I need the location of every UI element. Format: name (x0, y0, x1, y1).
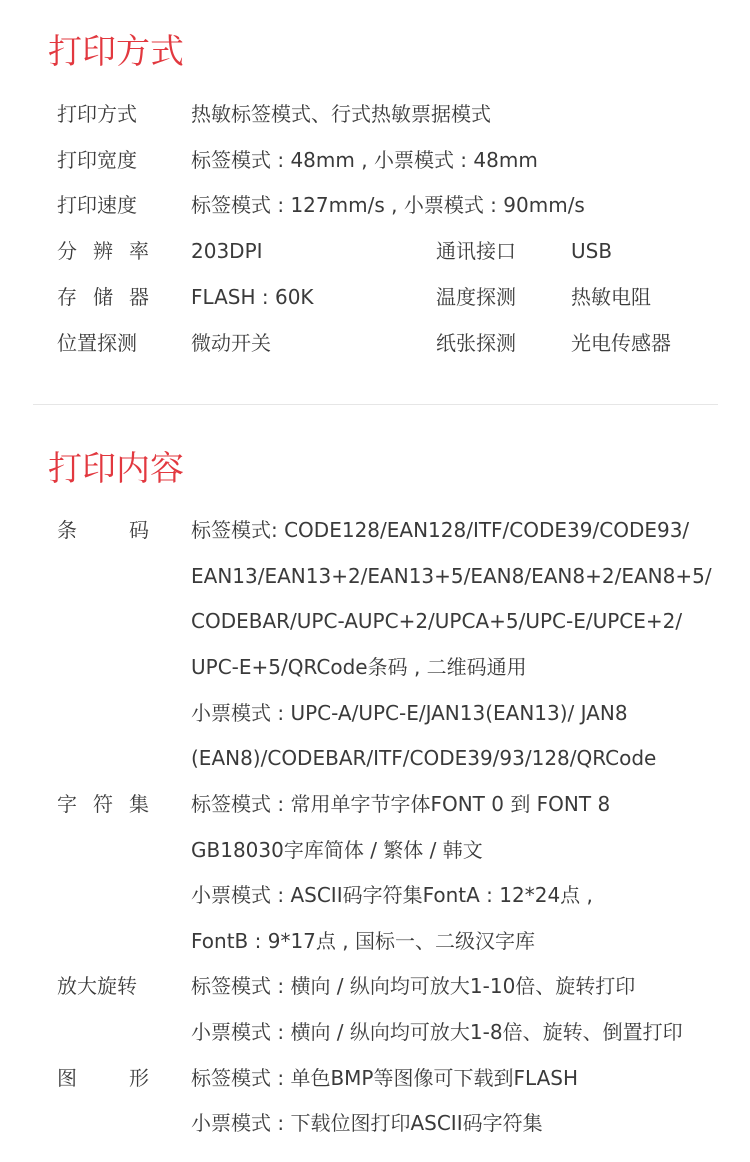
barcode-line: UPC-E+5/QRCode条码 , 二维码通用 (191, 655, 527, 679)
graphics-line: 小票模式 : 下载位图打印ASCII码字符集 (191, 1111, 543, 1135)
spec-label: 打印宽度 (57, 148, 137, 172)
spec-row-print-speed (0, 182, 750, 228)
spec-value: 203DPI (191, 239, 263, 263)
scale-rotate-line: 标签模式 : 横向 / 纵向均可放大1-10倍、旋转打印 (191, 974, 636, 998)
spec-label-scale-rotate: 放大旋转 (57, 974, 137, 998)
print-content-title: 打印内容 (48, 449, 184, 489)
spec-label-barcode: 条 码 (57, 518, 149, 542)
spec-row-print-method (0, 91, 750, 137)
spec-label-charset: 字 符 集 (57, 792, 149, 816)
charset-line: FontB : 9*17点 , 国标一、二级汉字库 (191, 929, 535, 953)
spec-label: 打印速度 (57, 193, 137, 217)
spec-label: 打印方式 (57, 102, 137, 126)
spec-label: 纸张探测 (436, 331, 516, 355)
barcode-line: (EAN8)/CODEBAR/ITF/CODE39/93/128/QRCode (191, 746, 657, 770)
barcode-line: 标签模式: CODE128/EAN128/ITF/CODE39/CODE93/ (191, 518, 690, 542)
graphics-line: 标签模式 : 单色BMP等图像可下载到FLASH (191, 1066, 579, 1090)
scale-rotate-line: 小票模式 : 横向 / 纵向均可放大1-8倍、旋转、倒置打印 (191, 1020, 683, 1044)
spec-value: 标签模式 : 48mm , 小票模式 : 48mm (191, 148, 538, 172)
spec-row-storage (0, 274, 750, 320)
barcode-line: CODEBAR/UPC-AUPC+2/UPCA+5/UPC-E/UPCE+2/ (191, 609, 683, 633)
barcode-line: EAN13/EAN13+2/EAN13+5/EAN8/EAN8+2/EAN8+5/ (191, 564, 712, 588)
spec-value: 热敏标签模式、行式热敏票据模式 (191, 102, 491, 126)
spec-label: 温度探测 (436, 285, 516, 309)
spec-value: 热敏电阻 (571, 285, 651, 309)
spec-value: FLASH : 60K (191, 285, 314, 309)
spec-label: 位置探测 (57, 331, 137, 355)
spec-label: 分 辨 率 (57, 239, 149, 263)
print-method-title: 打印方式 (48, 32, 184, 72)
charset-line: 标签模式 : 常用单字节字体FONT 0 到 FONT 8 (191, 792, 611, 816)
spec-value: 光电传感器 (571, 331, 671, 355)
spec-row-print-width (0, 137, 750, 183)
spec-value: 微动开关 (191, 331, 271, 355)
spec-row-position-detect (0, 320, 750, 366)
spec-label: 通讯接口 (436, 239, 516, 263)
spec-row-resolution (0, 228, 750, 274)
section-divider (33, 404, 718, 405)
barcode-line: 小票模式 : UPC-A/UPC-E/JAN13(EAN13)/ JAN8 (191, 701, 628, 725)
charset-line: GB18030字库简体 / 繁体 / 韩文 (191, 838, 483, 862)
spec-value: 标签模式 : 127mm/s , 小票模式 : 90mm/s (191, 193, 585, 217)
spec-label-graphics: 图 形 (57, 1066, 149, 1090)
charset-line: 小票模式 : ASCII码字符集FontA : 12*24点 , (191, 883, 593, 907)
spec-label: 存 储 器 (57, 285, 149, 309)
spec-value: USB (571, 239, 613, 263)
